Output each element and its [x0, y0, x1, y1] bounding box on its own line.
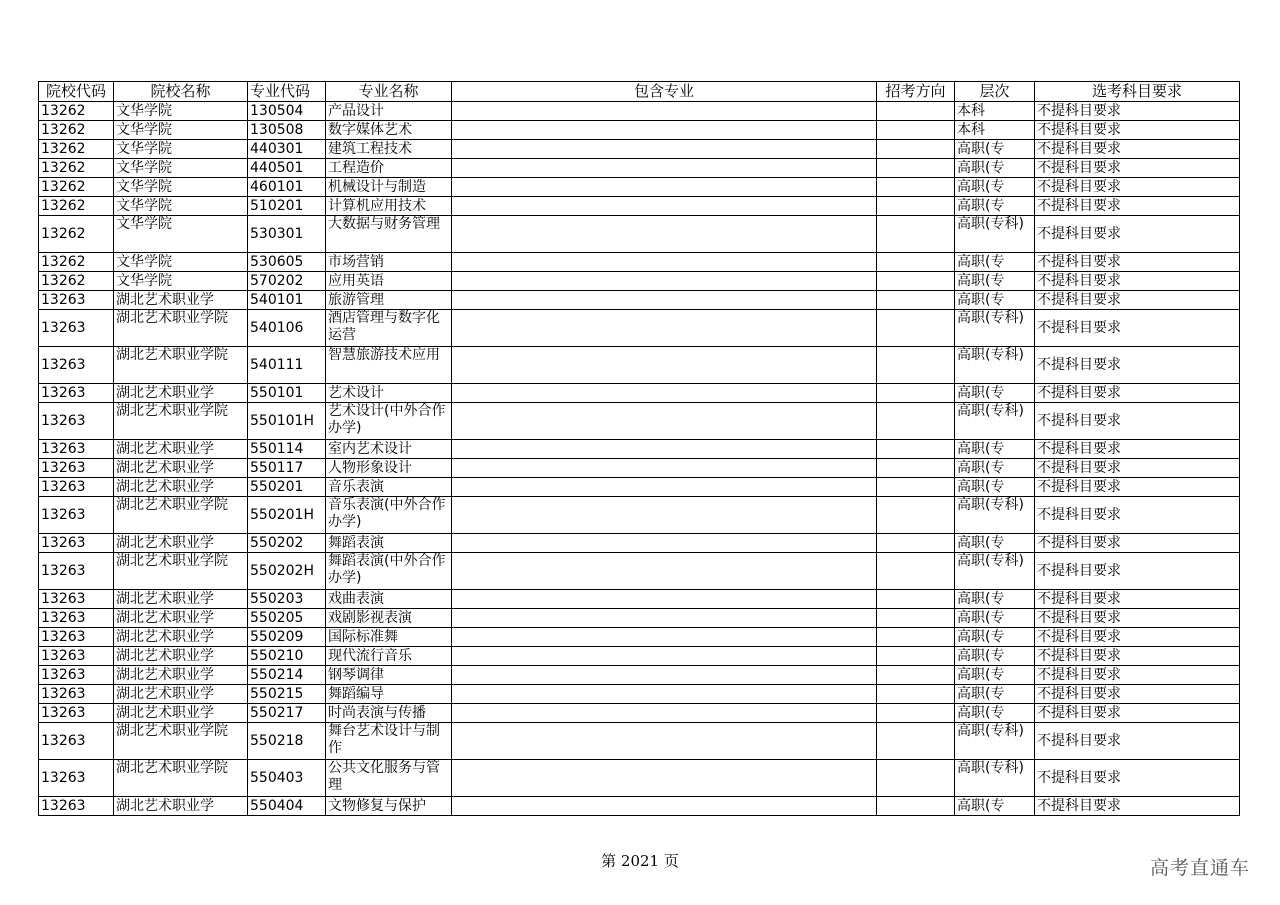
cell-school-name: 文华学院 — [114, 159, 248, 178]
cell-direction — [877, 216, 955, 253]
cell-level: 高职(专 — [955, 440, 1035, 459]
header-level: 层次 — [955, 82, 1035, 102]
cell-level: 高职(专科) — [955, 723, 1035, 760]
cell-school-code: 13262 — [39, 272, 114, 291]
cell-direction — [877, 403, 955, 440]
cell-included-majors — [452, 140, 877, 159]
cell-school-name: 湖北艺术职业学院 — [114, 403, 248, 440]
header-school-code: 院校代码 — [39, 82, 114, 102]
cell-major-code: 540101 — [248, 291, 326, 310]
cell-school-name: 文华学院 — [114, 178, 248, 197]
cell-subject-requirement: 不提科目要求 — [1035, 216, 1240, 253]
cell-included-majors — [452, 797, 877, 816]
cell-major-code: 510201 — [248, 197, 326, 216]
header-major-name: 专业名称 — [326, 82, 452, 102]
table-row — [39, 760, 1240, 797]
cell-included-majors — [452, 159, 877, 178]
table-row — [39, 291, 1240, 310]
table-row — [39, 140, 1240, 159]
cell-subject-requirement: 不提科目要求 — [1035, 760, 1240, 797]
cell-included-majors — [452, 723, 877, 760]
cell-level: 高职(专 — [955, 272, 1035, 291]
cell-school-code: 13263 — [39, 685, 114, 704]
cell-major-code: 130508 — [248, 121, 326, 140]
cell-direction — [877, 459, 955, 478]
cell-included-majors — [452, 272, 877, 291]
cell-major-name: 舞蹈编导 — [326, 685, 452, 704]
cell-major-name: 公共文化服务与管理 — [326, 760, 452, 797]
cell-school-name: 文华学院 — [114, 197, 248, 216]
cell-major-name: 文物修复与保护 — [326, 797, 452, 816]
cell-included-majors — [452, 178, 877, 197]
cell-included-majors — [452, 704, 877, 723]
cell-direction — [877, 440, 955, 459]
cell-school-code: 13263 — [39, 609, 114, 628]
cell-school-name: 湖北艺术职业学 — [114, 291, 248, 310]
cell-included-majors — [452, 197, 877, 216]
cell-level: 高职(专 — [955, 384, 1035, 403]
cell-level: 高职(专科) — [955, 553, 1035, 590]
cell-school-name: 湖北艺术职业学 — [114, 478, 248, 497]
cell-subject-requirement: 不提科目要求 — [1035, 459, 1240, 478]
cell-subject-requirement: 不提科目要求 — [1035, 140, 1240, 159]
cell-direction — [877, 253, 955, 272]
header-included-majors: 包含专业 — [452, 82, 877, 102]
cell-subject-requirement: 不提科目要求 — [1035, 609, 1240, 628]
cell-school-code: 13263 — [39, 704, 114, 723]
cell-subject-requirement: 不提科目要求 — [1035, 347, 1240, 384]
cell-subject-requirement: 不提科目要求 — [1035, 253, 1240, 272]
cell-direction — [877, 628, 955, 647]
table-row — [39, 797, 1240, 816]
cell-school-code: 13263 — [39, 723, 114, 760]
cell-major-name: 酒店管理与数字化运营 — [326, 310, 452, 347]
cell-level: 高职(专 — [955, 178, 1035, 197]
cell-level: 高职(专科) — [955, 216, 1035, 253]
table-row — [39, 403, 1240, 440]
cell-direction — [877, 178, 955, 197]
cell-subject-requirement: 不提科目要求 — [1035, 310, 1240, 347]
cell-direction — [877, 197, 955, 216]
table-row — [39, 478, 1240, 497]
cell-direction — [877, 272, 955, 291]
cell-school-code: 13262 — [39, 121, 114, 140]
table-row — [39, 384, 1240, 403]
table-row — [39, 647, 1240, 666]
table-row — [39, 628, 1240, 647]
table-row — [39, 553, 1240, 590]
cell-subject-requirement: 不提科目要求 — [1035, 272, 1240, 291]
cell-school-name: 湖北艺术职业学 — [114, 590, 248, 609]
cell-major-code: 550215 — [248, 685, 326, 704]
cell-major-code: 550101 — [248, 384, 326, 403]
cell-subject-requirement: 不提科目要求 — [1035, 403, 1240, 440]
table-row — [39, 723, 1240, 760]
cell-school-code: 13263 — [39, 440, 114, 459]
cell-school-name: 湖北艺术职业学 — [114, 440, 248, 459]
cell-direction — [877, 159, 955, 178]
table-row — [39, 459, 1240, 478]
cell-included-majors — [452, 216, 877, 253]
cell-major-code: 550214 — [248, 666, 326, 685]
cell-school-name: 湖北艺术职业学院 — [114, 723, 248, 760]
cell-level: 高职(专 — [955, 590, 1035, 609]
cell-included-majors — [452, 666, 877, 685]
cell-major-code: 550209 — [248, 628, 326, 647]
cell-level: 高职(专 — [955, 704, 1035, 723]
cell-included-majors — [452, 291, 877, 310]
cell-major-code: 530301 — [248, 216, 326, 253]
cell-school-name: 湖北艺术职业学院 — [114, 497, 248, 534]
cell-direction — [877, 723, 955, 760]
cell-school-code: 13262 — [39, 140, 114, 159]
table-row — [39, 310, 1240, 347]
table-row — [39, 347, 1240, 384]
table-row — [39, 590, 1240, 609]
cell-included-majors — [452, 384, 877, 403]
cell-level: 高职(专 — [955, 628, 1035, 647]
cell-major-code: 440501 — [248, 159, 326, 178]
cell-included-majors — [452, 478, 877, 497]
cell-direction — [877, 291, 955, 310]
cell-school-code: 13262 — [39, 197, 114, 216]
cell-school-code: 13263 — [39, 553, 114, 590]
cell-major-code: 550114 — [248, 440, 326, 459]
cell-school-code: 13262 — [39, 159, 114, 178]
table-row — [39, 704, 1240, 723]
cell-included-majors — [452, 628, 877, 647]
cell-major-code: 440301 — [248, 140, 326, 159]
cell-school-code: 13263 — [39, 590, 114, 609]
cell-major-code: 550101H — [248, 403, 326, 440]
cell-major-name: 现代流行音乐 — [326, 647, 452, 666]
cell-major-name: 建筑工程技术 — [326, 140, 452, 159]
cell-major-name: 计算机应用技术 — [326, 197, 452, 216]
cell-subject-requirement: 不提科目要求 — [1035, 666, 1240, 685]
cell-school-code: 13263 — [39, 459, 114, 478]
cell-subject-requirement: 不提科目要求 — [1035, 197, 1240, 216]
cell-major-code: 550218 — [248, 723, 326, 760]
cell-school-code: 13263 — [39, 347, 114, 384]
cell-direction — [877, 102, 955, 121]
cell-subject-requirement: 不提科目要求 — [1035, 685, 1240, 704]
header-major-code: 专业代码 — [248, 82, 326, 102]
table-body — [39, 102, 1240, 816]
cell-major-name: 旅游管理 — [326, 291, 452, 310]
cell-major-code: 550403 — [248, 760, 326, 797]
cell-school-name: 湖北艺术职业学 — [114, 609, 248, 628]
table-row — [39, 216, 1240, 253]
cell-subject-requirement: 不提科目要求 — [1035, 478, 1240, 497]
cell-direction — [877, 590, 955, 609]
cell-subject-requirement: 不提科目要求 — [1035, 497, 1240, 534]
cell-major-code: 550210 — [248, 647, 326, 666]
cell-level: 高职(专科) — [955, 760, 1035, 797]
cell-level: 高职(专科) — [955, 497, 1035, 534]
header-school-name: 院校名称 — [114, 82, 248, 102]
cell-subject-requirement: 不提科目要求 — [1035, 384, 1240, 403]
cell-included-majors — [452, 403, 877, 440]
cell-major-name: 室内艺术设计 — [326, 440, 452, 459]
cell-major-name: 戏剧影视表演 — [326, 609, 452, 628]
cell-major-name: 机械设计与制造 — [326, 178, 452, 197]
cell-subject-requirement: 不提科目要求 — [1035, 704, 1240, 723]
cell-school-name: 湖北艺术职业学 — [114, 685, 248, 704]
cell-direction — [877, 478, 955, 497]
cell-major-name: 艺术设计 — [326, 384, 452, 403]
cell-direction — [877, 384, 955, 403]
cell-level: 本科 — [955, 121, 1035, 140]
cell-school-name: 湖北艺术职业学 — [114, 459, 248, 478]
cell-major-name: 舞台艺术设计与制作 — [326, 723, 452, 760]
cell-school-code: 13263 — [39, 310, 114, 347]
cell-school-name: 湖北艺术职业学 — [114, 647, 248, 666]
cell-major-name: 戏曲表演 — [326, 590, 452, 609]
cell-major-code: 550404 — [248, 797, 326, 816]
cell-level: 本科 — [955, 102, 1035, 121]
cell-school-name: 湖北艺术职业学 — [114, 704, 248, 723]
cell-school-name: 文华学院 — [114, 102, 248, 121]
cell-major-code: 550217 — [248, 704, 326, 723]
cell-direction — [877, 647, 955, 666]
cell-school-name: 湖北艺术职业学院 — [114, 347, 248, 384]
cell-major-name: 市场营销 — [326, 253, 452, 272]
cell-school-name: 湖北艺术职业学院 — [114, 310, 248, 347]
cell-school-code: 13262 — [39, 253, 114, 272]
cell-level: 高职(专 — [955, 197, 1035, 216]
cell-level: 高职(专 — [955, 159, 1035, 178]
cell-level: 高职(专 — [955, 609, 1035, 628]
cell-subject-requirement: 不提科目要求 — [1035, 178, 1240, 197]
cell-school-name: 湖北艺术职业学院 — [114, 760, 248, 797]
cell-subject-requirement: 不提科目要求 — [1035, 797, 1240, 816]
cell-direction — [877, 685, 955, 704]
cell-subject-requirement: 不提科目要求 — [1035, 121, 1240, 140]
cell-level: 高职(专 — [955, 140, 1035, 159]
cell-school-name: 湖北艺术职业学 — [114, 534, 248, 553]
cell-included-majors — [452, 310, 877, 347]
cell-level: 高职(专 — [955, 478, 1035, 497]
cell-direction — [877, 553, 955, 590]
cell-major-name: 大数据与财务管理 — [326, 216, 452, 253]
cell-level: 高职(专 — [955, 666, 1035, 685]
table-row — [39, 666, 1240, 685]
cell-included-majors — [452, 459, 877, 478]
page-number: 第 2021 页 — [601, 852, 679, 870]
cell-school-code: 13262 — [39, 102, 114, 121]
cell-school-code: 13263 — [39, 497, 114, 534]
cell-school-code: 13263 — [39, 291, 114, 310]
table-row — [39, 197, 1240, 216]
cell-direction — [877, 704, 955, 723]
cell-school-name: 文华学院 — [114, 140, 248, 159]
cell-school-name: 湖北艺术职业学 — [114, 797, 248, 816]
cell-school-code: 13263 — [39, 797, 114, 816]
cell-major-name: 人物形象设计 — [326, 459, 452, 478]
table-row — [39, 440, 1240, 459]
cell-school-code: 13263 — [39, 647, 114, 666]
cell-school-name: 湖北艺术职业学 — [114, 384, 248, 403]
cell-major-name: 工程造价 — [326, 159, 452, 178]
cell-included-majors — [452, 347, 877, 384]
cell-level: 高职(专 — [955, 647, 1035, 666]
table-row — [39, 178, 1240, 197]
cell-school-name: 湖北艺术职业学 — [114, 628, 248, 647]
cell-major-code: 550201H — [248, 497, 326, 534]
cell-included-majors — [452, 553, 877, 590]
cell-major-code: 130504 — [248, 102, 326, 121]
cell-major-name: 舞蹈表演(中外合作办学) — [326, 553, 452, 590]
cell-school-code: 13263 — [39, 384, 114, 403]
cell-school-code: 13263 — [39, 628, 114, 647]
table-row — [39, 272, 1240, 291]
cell-school-name: 文华学院 — [114, 253, 248, 272]
admissions-table — [38, 81, 1240, 816]
cell-included-majors — [452, 760, 877, 797]
cell-subject-requirement: 不提科目要求 — [1035, 534, 1240, 553]
cell-major-name: 钢琴调律 — [326, 666, 452, 685]
cell-direction — [877, 609, 955, 628]
table-row — [39, 159, 1240, 178]
header-row — [39, 82, 1240, 102]
cell-major-code: 550117 — [248, 459, 326, 478]
cell-major-name: 智慧旅游技术应用 — [326, 347, 452, 384]
table-row — [39, 497, 1240, 534]
cell-direction — [877, 666, 955, 685]
cell-school-name: 文华学院 — [114, 272, 248, 291]
cell-included-majors — [452, 497, 877, 534]
cell-level: 高职(专科) — [955, 347, 1035, 384]
table-row — [39, 102, 1240, 121]
cell-school-code: 13263 — [39, 534, 114, 553]
cell-included-majors — [452, 534, 877, 553]
cell-school-code: 13262 — [39, 178, 114, 197]
cell-level: 高职(专 — [955, 253, 1035, 272]
cell-subject-requirement: 不提科目要求 — [1035, 723, 1240, 760]
cell-school-name: 湖北艺术职业学 — [114, 666, 248, 685]
cell-school-code: 13262 — [39, 216, 114, 253]
table-row — [39, 534, 1240, 553]
cell-subject-requirement: 不提科目要求 — [1035, 102, 1240, 121]
cell-subject-requirement: 不提科目要求 — [1035, 647, 1240, 666]
cell-major-code: 550201 — [248, 478, 326, 497]
cell-major-code: 550202H — [248, 553, 326, 590]
cell-included-majors — [452, 121, 877, 140]
cell-subject-requirement: 不提科目要求 — [1035, 628, 1240, 647]
cell-subject-requirement: 不提科目要求 — [1035, 553, 1240, 590]
cell-subject-requirement: 不提科目要求 — [1035, 291, 1240, 310]
table-row — [39, 609, 1240, 628]
cell-school-code: 13263 — [39, 403, 114, 440]
cell-level: 高职(专科) — [955, 403, 1035, 440]
cell-major-name: 产品设计 — [326, 102, 452, 121]
cell-school-name: 湖北艺术职业学院 — [114, 553, 248, 590]
cell-level: 高职(专 — [955, 291, 1035, 310]
cell-subject-requirement: 不提科目要求 — [1035, 159, 1240, 178]
cell-subject-requirement: 不提科目要求 — [1035, 440, 1240, 459]
table-row — [39, 121, 1240, 140]
cell-level: 高职(专 — [955, 459, 1035, 478]
cell-level: 高职(专 — [955, 797, 1035, 816]
cell-major-name: 音乐表演 — [326, 478, 452, 497]
cell-major-name: 时尚表演与传播 — [326, 704, 452, 723]
cell-direction — [877, 797, 955, 816]
cell-school-code: 13263 — [39, 478, 114, 497]
cell-major-code: 570202 — [248, 272, 326, 291]
cell-level: 高职(专 — [955, 685, 1035, 704]
cell-direction — [877, 760, 955, 797]
cell-major-name: 音乐表演(中外合作办学) — [326, 497, 452, 534]
cell-major-code: 550205 — [248, 609, 326, 628]
cell-included-majors — [452, 609, 877, 628]
cell-direction — [877, 140, 955, 159]
cell-direction — [877, 497, 955, 534]
cell-major-code: 550202 — [248, 534, 326, 553]
cell-major-code: 540106 — [248, 310, 326, 347]
table-row — [39, 253, 1240, 272]
cell-direction — [877, 121, 955, 140]
cell-major-name: 数字媒体艺术 — [326, 121, 452, 140]
cell-included-majors — [452, 440, 877, 459]
cell-major-code: 540111 — [248, 347, 326, 384]
cell-school-name: 文华学院 — [114, 121, 248, 140]
header-subject-requirement: 选考科目要求 — [1035, 82, 1240, 102]
cell-level: 高职(专 — [955, 534, 1035, 553]
header-direction: 招考方向 — [877, 82, 955, 102]
cell-direction — [877, 534, 955, 553]
cell-school-name: 文华学院 — [114, 216, 248, 253]
cell-major-code: 460101 — [248, 178, 326, 197]
cell-included-majors — [452, 590, 877, 609]
cell-subject-requirement: 不提科目要求 — [1035, 590, 1240, 609]
cell-included-majors — [452, 685, 877, 704]
cell-direction — [877, 310, 955, 347]
cell-school-code: 13263 — [39, 666, 114, 685]
cell-included-majors — [452, 102, 877, 121]
cell-included-majors — [452, 253, 877, 272]
cell-included-majors — [452, 647, 877, 666]
cell-major-name: 艺术设计(中外合作办学) — [326, 403, 452, 440]
cell-major-code: 530605 — [248, 253, 326, 272]
cell-level: 高职(专科) — [955, 310, 1035, 347]
cell-major-name: 应用英语 — [326, 272, 452, 291]
cell-major-name: 舞蹈表演 — [326, 534, 452, 553]
cell-direction — [877, 347, 955, 384]
cell-school-code: 13263 — [39, 760, 114, 797]
cell-major-code: 550203 — [248, 590, 326, 609]
cell-major-name: 国际标准舞 — [326, 628, 452, 647]
table-row — [39, 685, 1240, 704]
watermark: 高考直通车 — [1149, 857, 1250, 879]
